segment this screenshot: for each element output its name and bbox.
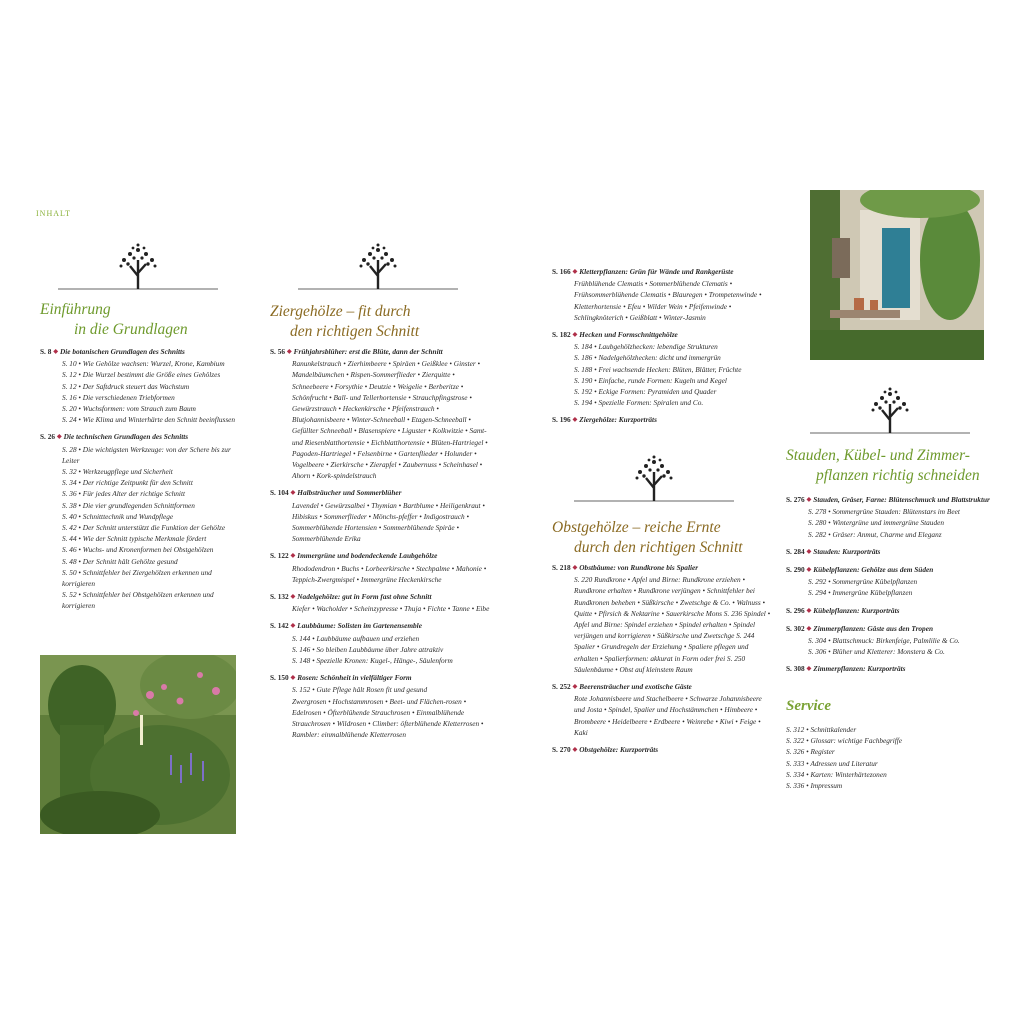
toc-main-entry — [270, 346, 492, 358]
entry-title: Zimmerpflanzen: Gäste aus den Tropen — [813, 623, 934, 633]
bullet-icon: ◆ — [572, 684, 578, 691]
toc-sub-entry: S. 20 • Wuchsformen: vom Strauch zum Baum — [62, 404, 196, 414]
entry-title: Beerensträucher und exotische Gäste — [579, 682, 692, 692]
service-item: S. 312 • Schnittkalender — [786, 725, 857, 734]
heading-einfuehrung — [40, 300, 188, 340]
toc-sub-entry: S. 16 • Die verschiedenen Triebformen — [62, 392, 175, 402]
page-number: S. 142 — [270, 621, 289, 631]
toc-sub-entry: S. 34 • Der richtige Zeitpunkt für den Schnitt — [62, 478, 193, 488]
entry-title: Die botanischen Grundlagen des Schnitts — [59, 347, 185, 356]
toc-body-text: Kiefer • Wacholder • Scheinzypresse • Thuja • Fichte • Tanne • Eibe — [292, 604, 490, 614]
toc-sub-entry: S. 28 • Die wichtigsten Werkzeuge: von der Schere bis zur Leiter — [62, 444, 231, 465]
service-item: S. 336 • Impressum — [786, 781, 843, 791]
entry-title: Nadelgehölze: gut in Form fast ohne Schnitt — [297, 592, 432, 602]
bullet-icon: ◆ — [53, 349, 58, 355]
wall-door-photo — [810, 190, 984, 360]
toc-sub-entry: S. 12 • Der Saftdruck steuert das Wachstum — [62, 381, 190, 391]
entry-title: Obstbäume: von Rundkrone bis Spalier — [579, 563, 699, 572]
bullet-icon: ◆ — [806, 607, 812, 614]
page-number: S. 296 — [786, 605, 805, 615]
bullet-icon: ◆ — [290, 594, 296, 601]
toc-body-text: Rote Johannisbeere und Stachelbeere • Schwarze Johannisbeere und Josta • Spindel, Spalier und Hochstämmchen • Himbeere • Brombeere • Heidelbeere • Erdbeere • Weinrebe • Kiwi • Feige • Kaki — [574, 694, 762, 737]
toc-sub-entry: S. 42 • Der Schnitt unterstützt die Funktion der Gehölze — [62, 523, 226, 533]
heading-line-2: in die Grundlagen — [74, 321, 188, 338]
toc-sub-entry: S. 36 • Für jedes Alter der richtige Schnitt — [62, 489, 186, 499]
bullet-icon: ◆ — [572, 269, 578, 275]
page-number: S. 122 — [270, 551, 289, 561]
toc-sub-entry: S. 10 • Wie Gehölze wachsen: Wurzel, Krone, Kambium — [62, 359, 225, 369]
page-number: S. 26 — [40, 432, 56, 442]
page-number: S. 132 — [270, 592, 289, 602]
toc-sub-entry: S. 12 • Die Wurzel bestimmt die Größe eines Gehölzes — [62, 370, 221, 380]
toc-main-entry — [40, 431, 246, 443]
bullet-icon: ◆ — [572, 417, 578, 424]
entry-title: Obstgehölze: Kurzporträts — [579, 745, 659, 755]
toc-sub-entry: S. 152 • Gute Pflege hält Rosen fit und gesund — [292, 685, 428, 695]
page-number: S. 290 — [786, 565, 805, 575]
entry-title: Kübelpflanzen: Gehölze aus dem Süden — [813, 565, 934, 575]
toc-main-entry — [552, 744, 774, 756]
toc-sub-entry: S. 148 • Spezielle Kronen: Kugel-, Hänge-, Säulenform — [292, 656, 453, 666]
toc-main-entry — [786, 546, 998, 558]
page-number: S. 218 — [552, 563, 571, 572]
toc-main-entry — [552, 414, 774, 426]
toc-main-entry — [786, 663, 998, 675]
heading-stauden — [786, 446, 980, 486]
service-item: S. 334 • Karten: Winterhärtezonen — [786, 769, 887, 779]
toc-sub-entry: S. 52 • Schnittfehler bei Obstgehölzen erkennen und korrigieren — [62, 590, 214, 611]
entry-title: Immergrüne und bodendeckende Laubgehölze — [297, 551, 438, 561]
toc-body-text: Rhododendron • Buchs • Lorbeerkirsche • Stechpalme • Mahonie • Teppich-Zwergmispel • Immergrüne Heckenkirsche — [292, 563, 487, 584]
page-number: S. 270 — [552, 745, 571, 755]
page-number: S. 252 — [552, 682, 571, 692]
toc-main-entry — [270, 672, 492, 684]
toc-body-text: Lavendel • Gewürzsalbei • Thymian • Bartblume • Heiligenkraut • Hibiskus • Sommerflieder • Mönchs-pfeffer • Indigostrauch • Sommerblühende Hortensien • Sommerblühende Spiräe • Sommerblühende Erika — [292, 500, 485, 544]
toc-sub-entry: S. 46 • Wuchs- und Kronenformen bei Obstgehölzen — [62, 545, 214, 555]
entry-title: Stauden: Kurzporträts — [813, 546, 881, 556]
toc-sub-entry: S. 278 • Sommergrüne Stauden: Blütenstars im Beet — [808, 507, 960, 517]
toc-sub-entry: S. 184 • Laubgehölzhecken: lebendige Strukturen — [574, 342, 718, 352]
heading-line-1: Stauden, Kübel- und Zimmer- — [786, 447, 970, 464]
tree-ornament-icon — [810, 384, 970, 436]
toc-column-1 — [40, 346, 246, 612]
page-number: S. 166 — [552, 267, 571, 276]
bullet-icon: ◆ — [290, 490, 296, 497]
page-number: S. 284 — [786, 546, 805, 556]
entry-title: Ziergehölze: Kurzporträts — [579, 415, 657, 425]
bullet-icon: ◆ — [287, 349, 292, 355]
entry-title: Rosen: Schönheit in vielfältiger Form — [297, 673, 412, 683]
toc-main-entry — [270, 620, 492, 632]
page-number: S. 308 — [786, 664, 805, 674]
toc-sub-entry: S. 282 • Gräser: Anmut, Charme und Eleganz — [808, 529, 942, 539]
page-number: S. 150 — [270, 673, 289, 683]
toc-main-entry — [552, 329, 774, 341]
tree-ornament-icon — [298, 240, 458, 292]
toc-sub-entry: S. 144 • Laubbäume aufbauen und erziehen — [292, 633, 420, 643]
entry-title: Kübelpflanzen: Kurzporträts — [813, 605, 900, 615]
entry-title: Stauden, Gräser, Farne: Blütenschmuck und Blattstruktur — [813, 495, 990, 504]
section-label-inhalt: INHALT — [36, 209, 72, 218]
heading-ziergehoelze — [270, 302, 419, 342]
bullet-icon: ◆ — [290, 623, 296, 630]
toc-sub-entry: S. 146 • So bleiben Laubbäume über Jahre attraktiv — [292, 644, 444, 654]
bullet-icon: ◆ — [806, 548, 812, 555]
toc-main-entry — [786, 623, 998, 635]
toc-column-2 — [270, 346, 492, 741]
toc-main-entry — [786, 564, 998, 576]
toc-sub-entry: S. 188 • Frei wachsende Hecken: Blüten, Blätter, Früchte — [574, 364, 742, 374]
toc-sub-entry: S. 304 • Blattschmuck: Birkenfeige, Palmlilie & Co. — [808, 636, 960, 646]
bullet-icon: ◆ — [572, 565, 578, 571]
heading-line-2: den richtigen Schnitt — [290, 323, 420, 340]
tree-ornament-icon — [58, 240, 218, 292]
toc-body-text: Ranunkelstrauch • Zierhimbeere • Spiräen • Geißklee • Ginster • Mandelbäumchen • Rispen-Sommerflieder • Zierquitte • Schneebeere • Forsythie • Deutzie • Weigelie • Berberitze • Schönfrucht • Ball- und Tellerhortensie • Strauchpfingstrose • Gewürzstrauch • Heckenkirsche • Pfeifenstrauch • Blutjohannisbeere • Winter-Schneeball • Etagen-Schneeball • Gefüllter Schneeball • Blasenspiere • Liguster • Kolkwitzie • Samt- und Riesenblatthortensie • Eichblatthortensie • Blüten-Hartriegel • Pagoden-Hartriegel • Felsenbirne • Gartenflieder • Holunder • Vogelbeere • Zierkirsche • Zierapfel • Zaubernuss • Scheinhasel • Ahorn • Kork-spindelstrauch — [292, 359, 488, 481]
toc-sub-entry: S. 190 • Einfache, runde Formen: Kugeln und Kegel — [574, 375, 727, 385]
heading-line-1: Obstgehölze – reiche Ernte — [552, 519, 721, 536]
toc-sub-entry: S. 306 • Blüher und Kletterer: Monstera & Co. — [808, 647, 945, 657]
toc-sub-entry: S. 280 • Wintergrüne und immergrüne Stauden — [808, 518, 944, 528]
page-number: S. 276 — [786, 495, 805, 504]
bullet-icon: ◆ — [806, 625, 812, 632]
toc-main-entry — [40, 346, 246, 358]
page-number: S. 56 — [270, 347, 286, 356]
entry-title: Hecken und Formschnittgehölze — [579, 330, 678, 340]
heading-line-1: Einführung — [40, 301, 111, 318]
toc-main-entry — [786, 494, 998, 506]
toc-sub-entry: S. 186 • Nadelgehölzhecken: dicht und immergrün — [574, 353, 721, 363]
toc-main-entry — [552, 266, 774, 278]
toc-column-4 — [786, 494, 998, 676]
entry-title: Laubbäume: Solisten im Gartenensemble — [297, 621, 422, 631]
toc-sub-entry: S. 192 • Eckige Formen: Pyramiden und Quader — [574, 387, 717, 397]
entry-title: Die technischen Grundlagen des Schnitts — [63, 432, 189, 442]
toc-sub-entry: S. 292 • Sommergrüne Kübelpflanzen — [808, 577, 918, 587]
page-number: S. 8 — [40, 347, 52, 356]
heading-line-1: Ziergehölze – fit durch — [270, 303, 411, 320]
page-number: S. 196 — [552, 415, 571, 425]
entry-title: Halbsträucher und Sommerblüher — [297, 488, 402, 498]
service-item: S. 326 • Register — [786, 747, 835, 757]
tree-ornament-icon — [574, 452, 734, 504]
service-list — [786, 724, 998, 791]
heading-obstgehoelze — [552, 518, 743, 558]
garden-photo — [40, 655, 236, 834]
entry-title: Frühjahrsblüher: erst die Blüte, dann der Schnitt — [293, 347, 443, 356]
toc-sub-entry: S. 48 • Der Schnitt hält Gehölze gesund — [62, 556, 178, 566]
heading-line-2: pflanzen richtig schneiden — [816, 467, 980, 484]
bullet-icon: ◆ — [806, 497, 812, 503]
toc-sub-entry: S. 194 • Spezielle Formen: Spiralen und Co. — [574, 398, 704, 408]
toc-column-3 — [552, 562, 774, 756]
toc-main-entry — [552, 681, 774, 693]
toc-sub-entry: S. 294 • Immergrüne Kübelpflanzen — [808, 588, 913, 598]
page-number: S. 302 — [786, 623, 805, 633]
toc-body-text: Frühblühende Clematis • Sommerblühende Clematis • Frühsommerblühende Clematis • Blauregen • Trompetenwinde • Kletterhortensie • Efeu • Wilder Wein • Pfeifenwinde • Schlingknöterich • Geißblatt • Winter-Jasmin — [574, 279, 762, 322]
bullet-icon: ◆ — [572, 747, 578, 754]
toc-body-text: Zwergrosen • Hochstammrosen • Beet- und Flächen-rosen • Edelrosen • Öfterblühende Strauchrosen • Einmalblühende Strauchrosen • Wildrosen • Climber: öfterblühende Kletterrosen • Rambler: einmalblühende Kletterrosen — [292, 696, 484, 740]
toc-column-3-top — [552, 266, 774, 427]
toc-sub-entry: S. 40 • Schnitttechnik und Wundpflege — [62, 511, 174, 521]
toc-main-entry — [552, 562, 774, 574]
service-item: S. 333 • Adressen und Literatur — [786, 758, 878, 768]
service-heading: Service — [786, 698, 831, 714]
page-number: S. 104 — [270, 488, 289, 498]
toc-sub-entry: S. 44 • Wie der Schnitt typische Merkmale fördert — [62, 534, 207, 544]
bullet-icon: ◆ — [57, 434, 62, 441]
page-number: S. 182 — [552, 330, 571, 340]
toc-sub-entry: S. 50 • Schnittfehler bei Ziergehölzen erkennen und korrigieren — [62, 567, 212, 589]
entry-title: Kletterpflanzen: Grün für Wände und Rankgerüste — [579, 267, 734, 276]
bullet-icon: ◆ — [290, 675, 296, 682]
service-item: S. 322 • Glossar: wichtige Fachbegriffe — [786, 736, 903, 746]
toc-main-entry — [270, 550, 492, 562]
toc-main-entry — [270, 487, 492, 499]
bullet-icon: ◆ — [806, 567, 812, 574]
bullet-icon: ◆ — [806, 666, 812, 673]
entry-title: Zimmerpflanzen: Kurzporträts — [813, 664, 906, 674]
toc-body-text: S. 220 Rundkrone • Apfel und Birne: Rundkrone erziehen • Rundkrone erhalten • Rundkrone verjüngen • Schnittfehler bei Rundkronen beheben • Süßkirsche • Zwetschge & Co. • Walnuss • Quitte • Pfirsich & Nektarine • Sauerkirsche Mons S. 236 Spindel • Apfel und Birne: Spindel erziehen • Spindel erhalten • Spindel verjüngen und korrigieren • Süßkirsche und Zwetschge S. 244 Spalier • Grundregeln der Erziehung • Spaliere pflegen und erhalten • Spalierformen: akkurat in Form oder frei S. 250 Säulenbäume • Obst auf kleinstem Raum — [574, 575, 771, 674]
bullet-icon: ◆ — [572, 332, 578, 339]
bullet-icon: ◆ — [290, 553, 296, 560]
toc-sub-entry: S. 32 • Werkzeugpflege und Sicherheit — [62, 467, 173, 477]
toc-main-entry — [270, 591, 492, 603]
toc-sub-entry: S. 24 • Wie Klima und Winterhärte den Schnitt beeinflussen — [62, 415, 236, 425]
toc-sub-entry: S. 38 • Die vier grundlegenden Schnittformen — [62, 500, 195, 510]
toc-main-entry — [786, 605, 998, 617]
heading-line-2: durch den richtigen Schnitt — [574, 539, 743, 556]
